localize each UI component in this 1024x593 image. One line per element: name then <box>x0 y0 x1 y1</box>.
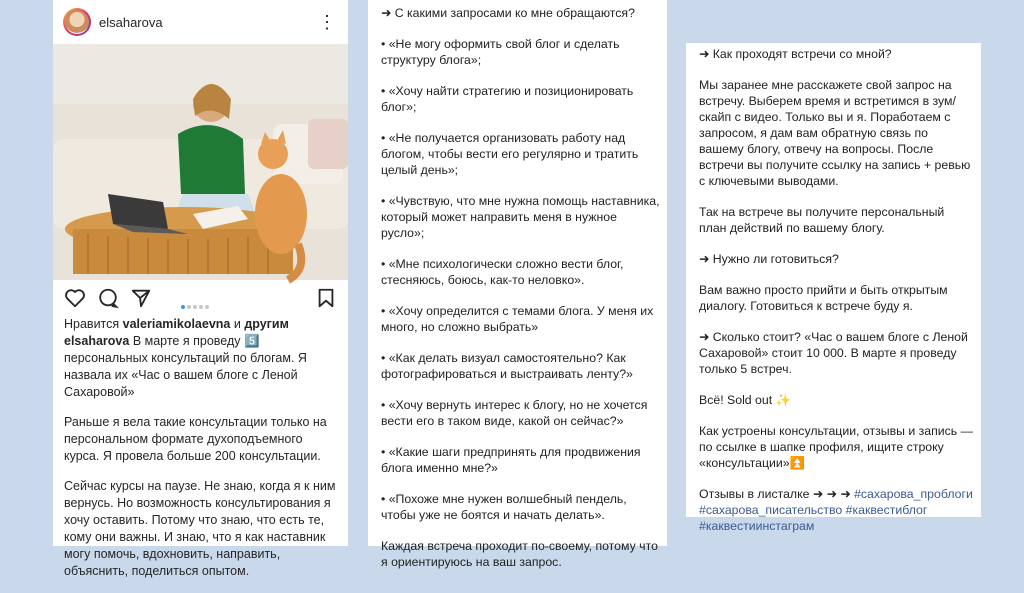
carousel-indicator <box>181 296 211 314</box>
post-caption <box>64 316 340 593</box>
post-username[interactable]: elsaharova <box>99 15 163 30</box>
paragraph: Вам важно просто прийти и быть открытым диалогу. Готовиться к встрече буду я. <box>699 283 948 313</box>
post-photo[interactable] <box>53 44 348 280</box>
footer-line <box>699 486 974 534</box>
text-panel-meetings <box>686 43 981 533</box>
list-item: • «Какие шаги предпринять для продвижения блога именно мне?» <box>381 445 641 475</box>
comment-icon[interactable] <box>97 287 119 314</box>
caption-paragraph: Сейчас курсы на паузе. Не знаю, когда я к ним вернусь. Но возможность консультирования я хочу оставить. Потому что знаю, что есть те, кому они важны. И знаю, что я как наставник могу помочь, вдохновить, направить, объяснить, поделиться опытом. <box>64 479 336 578</box>
carousel-dot <box>193 305 197 309</box>
caption-first <box>64 333 340 401</box>
likes-and: и <box>233 317 241 331</box>
paragraph: Как устроены консультации, отзывы и запись — по ссылке в шапке профиля, ищите строку «консультации»⏫ <box>699 424 973 470</box>
list-item: • «Чувствую, что мне нужна помощь наставника, который может направить меня в нужное русло»; <box>381 194 660 240</box>
section-heading: ➜ Как проходят встречи со мной? <box>699 47 892 61</box>
carousel-dot-active <box>181 305 185 309</box>
caption-text: В марте я проведу 5️⃣ персональных консультаций по блогам. Я назвала их «Час о вашем блоге с Леной Сахаровой» <box>64 334 307 399</box>
meetings-text <box>699 46 974 534</box>
avatar[interactable] <box>63 8 91 36</box>
list-item: • «Хочу вернуть интерес к блогу, но не хочется вести его в таком виде, какой он сейчас?» <box>381 398 648 428</box>
hashtag-link[interactable]: #каквестиинстаграм <box>699 519 815 533</box>
likes-user-link[interactable]: valeriamikolaevna <box>122 317 231 331</box>
section-heading: ➜ Сколько стоит? «Час о вашем блоге с Леной Сахаровой» стоит 10 000. В марте я проведу только 5 встреч. <box>699 330 968 376</box>
footer-prefix: Отзывы в листалке ➜ ➜ ➜ <box>699 487 851 501</box>
list-item: • «Похоже мне нужен волшебный пендель, чтобы уже не боятся и начать делать». <box>381 492 627 522</box>
section-heading: ➜ Нужно ли готовиться? <box>699 252 839 266</box>
carousel-dot <box>205 305 209 309</box>
heart-icon[interactable] <box>64 287 86 314</box>
carousel-dot <box>199 305 203 309</box>
hashtag-link[interactable]: #сахарова_проблоги <box>854 487 973 501</box>
paragraph: Мы заранее мне расскажете свой запрос на встречу. Выберем время и встретимся в зум/скайп с видео. Только вы и я. Поработаем с запросом, я дам вам обратную связь по вашему блогу, отвечу на вопросы. После встречи вы получите ссылку на запись + ревью с ключевыми выводами. <box>699 78 971 188</box>
list-item: • «Не могу оформить свой блог и сделать структуру блога»; <box>381 37 620 67</box>
list-item: • «Хочу найти стратегию и позиционировать блог»; <box>381 84 634 114</box>
section-heading: ➜ С какими запросами ко мне обращаются? <box>381 6 635 20</box>
instagram-post <box>53 0 348 578</box>
paragraph: Так на встрече вы получите персональный план действий по вашему блогу. <box>699 205 945 235</box>
paragraph: Всё! Sold out ✨ <box>699 393 791 407</box>
list-item: • «Не получается организовать работу над блогом, чтобы вести его регулярно и тратить целый день»; <box>381 131 639 177</box>
bookmark-icon[interactable] <box>315 287 337 314</box>
requests-text <box>381 5 661 585</box>
post-photo-illustration <box>53 44 348 280</box>
text-panel-requests <box>368 0 667 569</box>
hashtag-link[interactable]: #каквестиблог <box>845 503 928 517</box>
caption-username[interactable]: elsaharova <box>64 334 130 348</box>
post-actions <box>53 284 348 312</box>
likes-line <box>64 316 340 333</box>
list-item: • «Как делать визуал самостоятельно? Как фотографироваться и выстраивать ленту?» <box>381 351 633 381</box>
carousel-dot <box>187 305 191 309</box>
hashtag-link[interactable]: #сахарова_писательство <box>699 503 843 517</box>
post-header <box>53 0 348 44</box>
share-icon[interactable] <box>130 287 152 314</box>
likes-prefix: Нравится <box>64 317 120 331</box>
likes-others-link[interactable]: другим <box>244 317 289 331</box>
list-item: • «Мне психологически сложно вести блог, стесняюсь, боюсь, как-то неловко». <box>381 257 624 287</box>
caption-paragraph: Раньше я вела такие консультации только на персональном формате духоподъемного курса. Я провела больше 200 консультации. <box>64 415 327 463</box>
paragraph: Каждая встреча проходит по-своему, потому что я ориентируюсь на ваш запрос. <box>381 539 658 569</box>
list-item: • «Хочу определится с темами блога. У меня их много, но сложно выбрать» <box>381 304 654 334</box>
more-icon[interactable]: ⋮ <box>318 12 336 32</box>
